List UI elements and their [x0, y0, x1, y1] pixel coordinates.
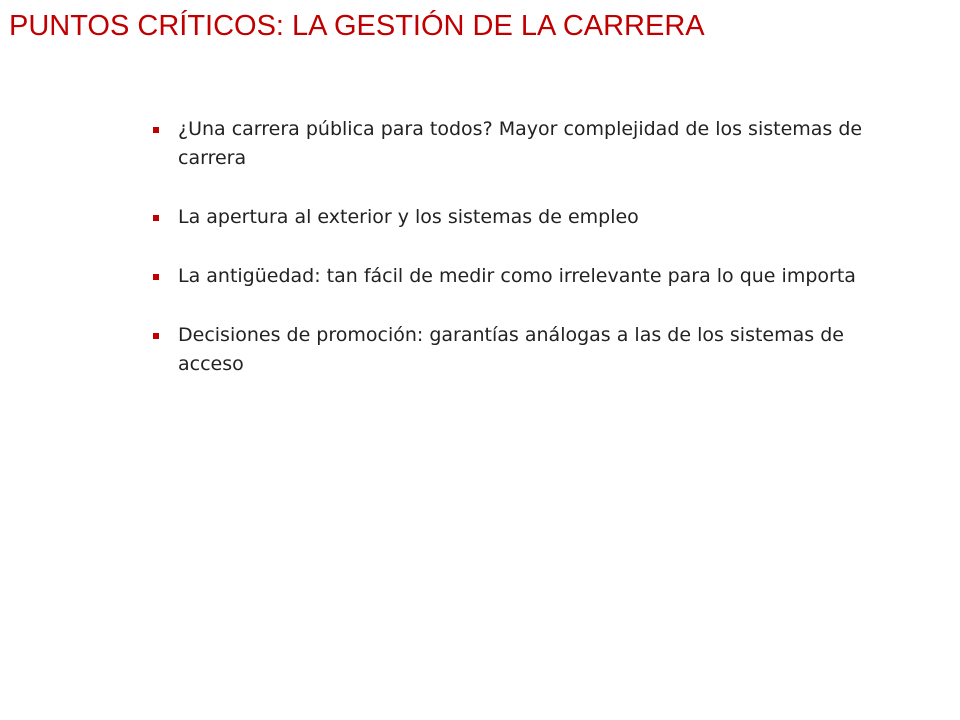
bullet-item — [148, 262, 888, 291]
square-bullet-icon — [153, 127, 159, 133]
bullet-item — [148, 203, 888, 232]
slide-title: PUNTOS CRÍTICOS: LA GESTIÓN DE LA CARRERA — [9, 10, 705, 42]
bullet-list — [148, 115, 888, 409]
square-bullet-icon — [153, 215, 159, 221]
bullet-item — [148, 321, 888, 379]
bullet-item — [148, 115, 888, 173]
bullet-text: La antigüedad: tan fácil de medir como irrelevante para lo que importa — [178, 265, 856, 287]
square-bullet-icon — [153, 333, 159, 339]
bullet-text: Decisiones de promoción: garantías análogas a las de los sistemas de acceso — [178, 324, 844, 375]
bullet-text: La apertura al exterior y los sistemas de empleo — [178, 206, 639, 228]
bullet-text: ¿Una carrera pública para todos? Mayor complejidad de los sistemas de carrera — [178, 118, 863, 169]
square-bullet-icon — [153, 274, 159, 280]
